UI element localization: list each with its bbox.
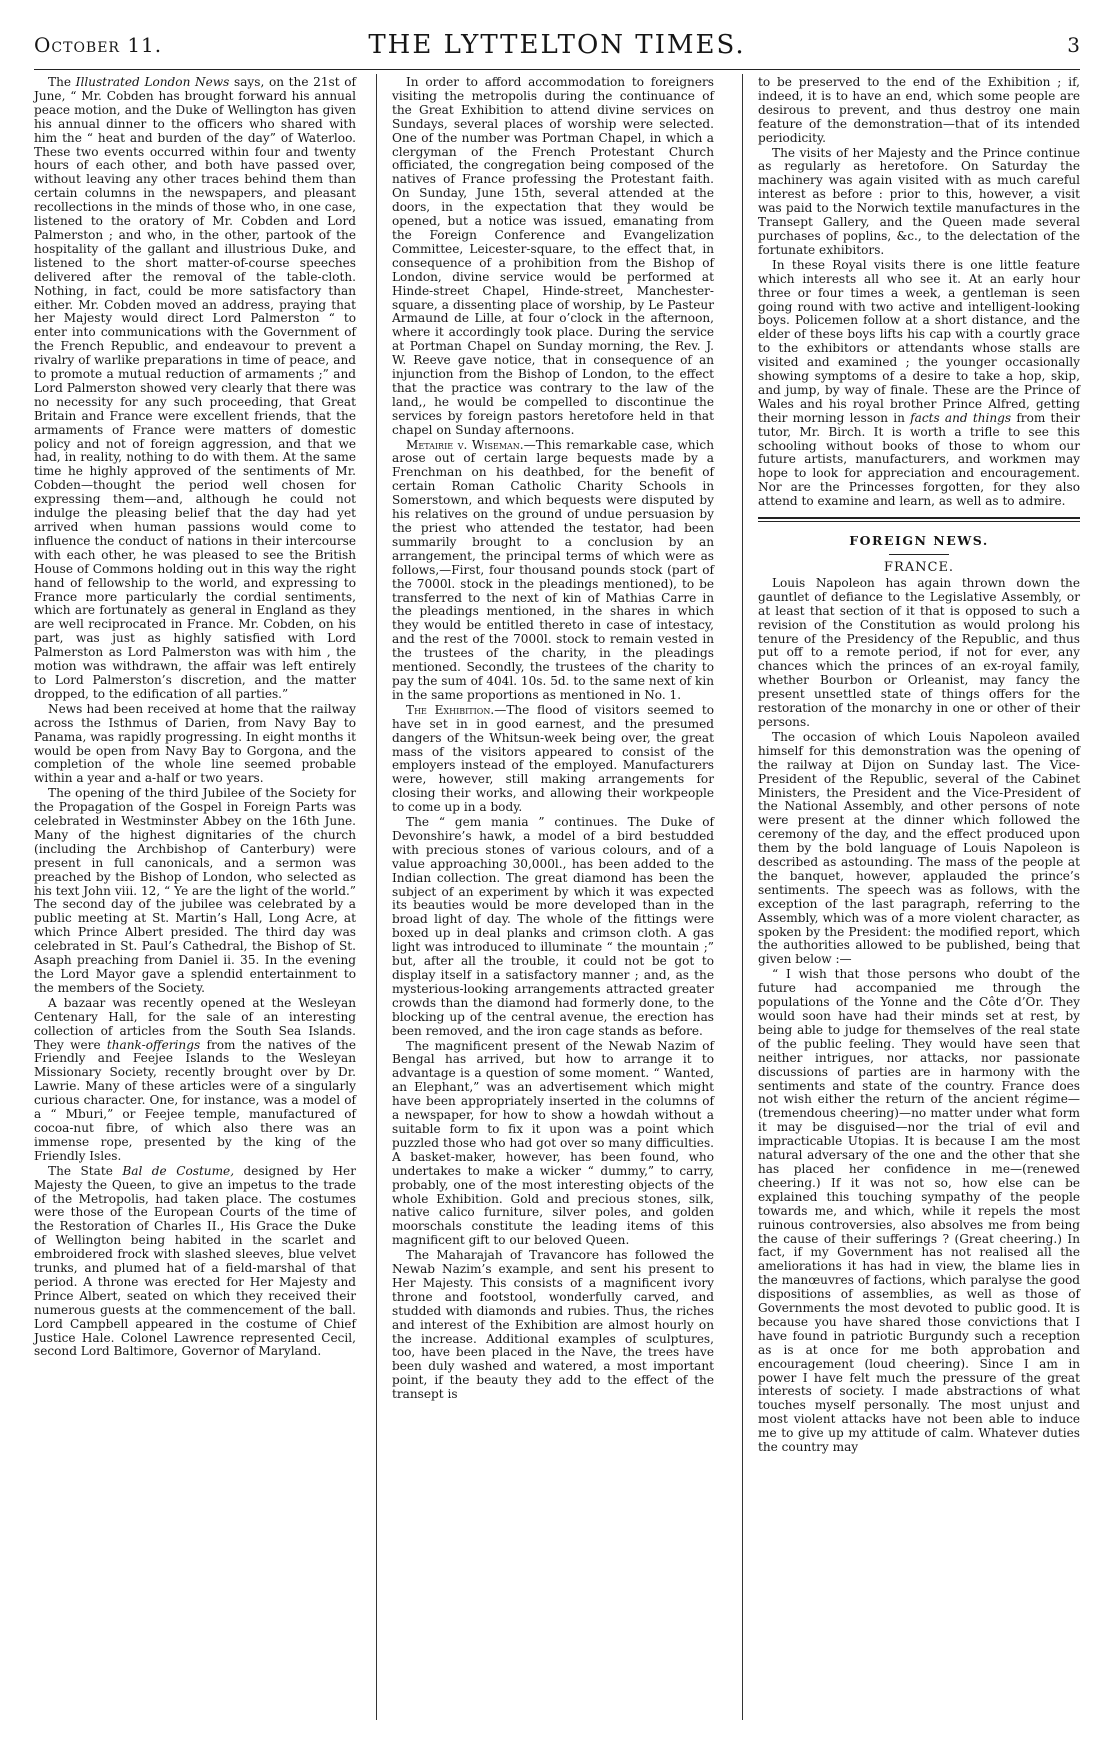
article-exhibition: The Exhibition.—The flood of visitors seemed to have set in in good earnest, and the presumed dangers of the Whitsun-week being over, the great mass of the visitors appeared to consist of the employers instead of the employed. Manufacturers were, however, still making arrangements for closing their works, and allowing their workpeople to come up in a body. — [392, 702, 715, 815]
article-bazaar: A bazaar was recently opened at the Wesleyan Centenary Hall, for the sale of an interesting collection of articles from the South Sea Islands. They were thank-offerings from the natives of the Friendly and Feejee Islands to the Wesleyan Missionary Society, recently brought over by Dr. Lawrie. Many of these articles were of a singularly curious character. One, for instance, was a model of a “ Mburi,” or Feejee temple, manufactured of cocoa-nut fibre, of which also there was an immense rope, presented by the king of the Friendly Isles. — [34, 995, 356, 1163]
article-france-dijon: The occasion of which Louis Napoleon availed himself for this demonstration was the opening of the railway at Dijon on Sunday last. The Vice-President of the Republic, several of the Cabinet Ministers, the President and the Vice-President of the National Assembly, and other persons of note were present at the dinner which followed the ceremony of the day, and the effect produced upon them by the bold language of Louis Napoleon is described as astounding. The mass of the people at the banquet, however, applauded the prince’s sentiments. The speech was as follows, with the exception of the last paragraph, referring to the Assembly, which was of a more violent character, as spoken by the President: the modified report, which the authorities allowed to be published, being that given below :— — [758, 729, 1080, 967]
article-royal-princes: In these Royal visits there is one little feature which interests all who see it. At an early hour three or four times a week, a gentleman is seen going round with two active and intelligent-looking boys. Policemen follow at a short distance, and the elder of these boys lifts his cap with a courtly grace to the exhibitors or attendants whose stalls are visited and examined ; the younger occasionally showing symptoms of a desire to take a hop, skip, and jump, by way of finale. These are the Prince of Wales and his royal brother Prince Alfred, getting their morning lesson in facts and things from their tutor, Mr. Birch. It is worth a trifle to see this schooling without books of those to whom our future artists, manufacturers, and workmen may hope to look for appreciation and encouragement. Nor are the Princesses forgotten, for they also attend to examine and learn, as well as to admire. — [758, 257, 1080, 509]
issue-date: October 11. — [34, 33, 163, 57]
article-travancore: The Maharajah of Travancore has followed the Newab Nazim’s example, and sent his present to Her Majesty. This consists of a magnificent ivory throne and footstool, wonderfully carved, and studded with diamonds and rubies. Thus, the riches and interest of the Exhibition are almost hourly on the increase. Additional examples of sculptures, too, have been placed in the Nave, the trees have been duly washed and watered, a most important point, if the beauty they add to the effect of the transept is — [392, 1248, 714, 1402]
article-foreign-services: In order to afford accommodation to foreigners visiting the metropolis during the continuance of the Great Exhibition to attend divine services on Sundays, several places of worship were selected. One of the number was Portman Chapel, in which a clergyman of the French Protestant Church officiated, the congregation being composed of the natives of France professing the Protestant faith. On Sunday, June 15th, several attended at the doors, in the expectation that they would be opened, but a notice was issued, emanating from the Foreign Conference and Evangelization Committee, Leicester-square, to the effect that, in consequence of a prohibition from the Bishop of London, divine service would be performed at Hinde-street Chapel, Hinde-street, Manchester-square, a dissenting place of worship, by Le Pasteur Armaund de Lille, at four o’clock in the afternoon, where it accordingly took place. During the service at Portman Chapel on Sunday morning, the Rev. J. W. Reeve gave notice, that in consequence of an injunction from the Bishop of London, to the effect that the practice was contrary to the law of the land,, he would be compelled to discontinue the services by foreign pastors heretofore held in that chapel on Sunday afternoons. — [392, 75, 714, 437]
column-divider — [742, 74, 743, 1720]
subheading-france: FRANCE. — [883, 560, 955, 575]
article-royal-visits: The visits of her Majesty and the Prince continue as regularly as heretofore. On Saturday the machinery was again visited with as much careful interest as before : prior to this, however, a visit was paid to the Norwich textile manufactures in the Transept Gallery, and the Queen made several purchases of poplins, &c., to the delectation of the fortunate exhibitors. — [758, 145, 1080, 257]
article-exhibition-continued: to be preserved to the end of the Exhibition ; if, indeed, it is to have an end, which some people are desirous to prevent, and thus destroy one main feature of the demonstration—that of its intended periodicity. — [758, 75, 1080, 145]
article-cobden: The Illustrated London News says, on the 21st of June, “ Mr. Cobden has brought forward his annual peace motion, and the Duke of Wellington has given his annual dinner to the officers who shared with him the “ heat and burden of the day” of Waterloo. These two events occurred within four and twenty hours of each other, and both have passed over, without leaving any other traces behind them than certain columns in the newspapers, and pleasant recollections in the minds of those who, in one case, listened to the oratory of Mr. Cobden and Lord Palmerston ; and who, in the other, partook of the hospitality of the gallant and illustrious Duke, and listened to the short matter-of-course speeches delivered after the removal of the table-cloth. Nothing, in fact, could be more satisfactory than either. Mr. Cobden moved an address, praying that her Majesty would direct Lord Palmerston “ to enter into communications with the Government of the French Republic, and endeavour to prevent a rivalry of warlike preparations in time of peace, and to promote a mutual reduction of armaments ;” and Lord Palmerston showed very clearly that there was no necessity for any such proceeding, that Great Britain and France were excellent friends, that the armaments of France were matters of domestic policy and not of foreign aggression, and that we had, in reality, nothing to do with them. At the same time he highly approved of the sentiments of Mr. Cobden—thought the period well chosen for expressing them—and, although he could not indulge the pleasing belief that the day had yet arrived when human passions would come to influence the conduct of nations in their intercourse with each other, he was pleased to see the British House of Commons holding out in this way the right hand of fellowship to the world, and expressing to France more particularly the cordial sentiments, which are fortunately as general in England as they are well reciprocated in France. Mr. Cobden, on his part, was just as highly satisfied with Lord Palmerston as Lord Palmerston was with him , the motion was withdrawn, the affair was left entirely to Lord Palmerston’s discretion, and the matter dropped, to the edification of all parties.” — [34, 75, 356, 701]
article-france-speech: “ I wish that those persons who doubt of the future had accompanied me through the populations of the Yonne and the Côte d’Or. They would soon have had their minds set at rest, by being able to judge for themselves of the real state of the public feeling. They would have seen that neither intrigues, nor attacks, nor passionate discussions of parties are in harmony with the sentiments and state of the country. France does not wish either the return of the ancient régime—(tremendous cheering)—no matter under what form it may be disguised—nor the trial of evil and impracticable Utopias. It is because I am the most natural adversary of the one and the other that she has placed her confidence in me—(renewed cheering.) If it was not so, how else can be explained this touching sympathy of the people towards me, and which, while it repels the most ruinous controversies, also absolves me from being the cause of their sufferings ? (Great cheering.) In fact, if my Government has not realised all the ameliorations it has had in view, the blame lies in the manœuvres of factions, which paralyse the good dispositions of assemblies, as well as those of Governments the most devoted to public good. It is because you have shared those convictions that I have found in patriotic Burgundy such a reception as is at once for me both approbation and encouragement (loud cheering). Since I am in power I have felt much the pressure of the great interests of society. I made abstractions of what touches myself personally. The most unjust and most violent attacks have not been able to induce me to give up my attitude of calm. Whatever duties the country may — [758, 967, 1080, 1455]
column-2 — [392, 76, 714, 1403]
article-jubilee: The opening of the third Jubilee of the Society for the Propagation of the Gospel in Foreign Parts was celebrated in Westminster Abbey on the 16th June. Many of the highest dignitaries of the church (including the Archbishop of Canterbury) were present in full canonicals, and a sermon was preached by the Bishop of London, who selected as his text John viii. 12, “ Ye are the light of the world.” The second day of the jubilee was celebrated by a public meeting at St. Martin’s Hall, Long Acre, at which Prince Albert presided. The third day was celebrated in St. Paul’s Cathedral, the Bishop of St. Asaph preaching from Daniel ii. 35. In the evening the Lord Mayor gave a splendid entertainment to the members of the Society. — [34, 786, 356, 995]
column-3 — [758, 76, 1080, 1456]
article-gem-mania: The “ gem mania ” continues. The Duke of Devonshire’s hawk, a model of a bird bestudded with precious stones of various colours, and of a value approaching 30,000l., has been added to the Indian collection. The great diamond has been the subject of an experiment by which it was expected its beauties would be more developed than in the broad light of day. The whole of the fittings were boxed up in deal planks and crimson cloth. A gas light was introduced to illuminate “ the mountain ;” but, after all the trouble, it could not be got to display itself in a satisfactory manner ; and, as the mysterious-looking arrangements attracted greater crowds than the diamond had formerly done, to the blocking up of the central avenue, the erection has been removed, and the iron cage stands as before. — [392, 815, 714, 1038]
column-1 — [34, 76, 356, 1360]
column-divider — [376, 74, 377, 1720]
newspaper-title: THE LYTTELTON TIMES. — [368, 30, 746, 60]
page-number: 3 — [1067, 33, 1080, 57]
masthead — [34, 30, 1080, 64]
article-france-gauntlet: Louis Napoleon has again thrown down the gauntlet of defiance to the Legislative Assembly, or at least that section of it that is opposed to such a revision of the Constitution as would prolong his tenure of the Presidency of the Republic, and thus put off to a remote period, if not for ever, any chances which the princes of an ex-royal family, whether Bourbon or Orleanist, may fancy the present unsettled state of things offers for the restoration of the monarchy in one or other of their persons. — [758, 575, 1080, 729]
article-metairie-v-wiseman: Metairie v. Wiseman.—This remarkable case, which arose out of certain large bequests made by a Frenchman on his deathbed, for the benefit of certain Roman Catholic Charity Schools in Somerstown, and which bequests were disputed by his relatives on the ground of undue persuasion by the priest who attended the testator, had been summarily brought to a conclusion by an arrangement, the principal terms of which were as follows,—First, four thousand pounds stock (part of the 7000l. stock in the pleadings mentioned), to be transferred to the next of kin of Mathias Carre in the pleadings mentioned, in the shares in which they would be entitled thereto in case of intestacy, and the rest of the 7000l. stock to remain vested in the trustees of the charity, in the pleadings mentioned. Secondly, the trustees of the charity to pay the sum of 404l. 10s. 5d. to the same next of kin in the same proportions as mentioned in No. 1. — [392, 437, 714, 702]
article-newab-nazim: The magnificent present of the Newab Nazim of Bengal has arrived, but how to arrange it to advantage is a question of some moment. “ Wanted, an Elephant,” was an advertisement which might have been appropriately inserted in the columns of a newspaper, for how to show a howdah without a suitable form to fix it upon was a point which puzzled those who had got over so many difficulties. A basket-maker, however, has been found, who undertakes to make a wicker “ dummy,” to carry, probably, one of the most interesting objects of the whole Exhibition. Gold and precious stones, silk, native calico furniture, silver poles, and golden moorschals constitute the leading items of this magnificent gift to our beloved Queen. — [392, 1038, 714, 1248]
article-bal-de-costume: The State Bal de Costume, designed by Her Majesty the Queen, to give an impetus to the trade of the Metropolis, had taken place. The costumes were those of the European Courts of the time of the Restoration of Charles II., His Grace the Duke of Wellington being habited in the scarlet and embroidered frock with slashed sleeves, blue velvet trunks, and plumed hat of a field-marshal of that period. A throne was erected for Her Majesty and Prince Albert, seated on which they received their numerous guests at the commencement of the ball. Lord Campbell appeared in the costume of Chief Justice Hale. Colonel Lawrence represented Cecil, second Lord Baltimore, Governor of Maryland. — [34, 1163, 356, 1359]
section-rule — [758, 517, 1080, 522]
section-subrule — [889, 554, 949, 555]
article-darien-railway: News had been received at home that the railway across the Isthmus of Darien, from Navy Bay to Panama, was rapidly progressing. In eight months it would be open from Navy Bay to Gorgona, and the completion of the whole line seemed probable within a year and a-half or two years. — [34, 701, 356, 786]
section-heading-foreign-news: FOREIGN NEWS. — [849, 533, 989, 549]
masthead-rule — [34, 69, 1080, 70]
